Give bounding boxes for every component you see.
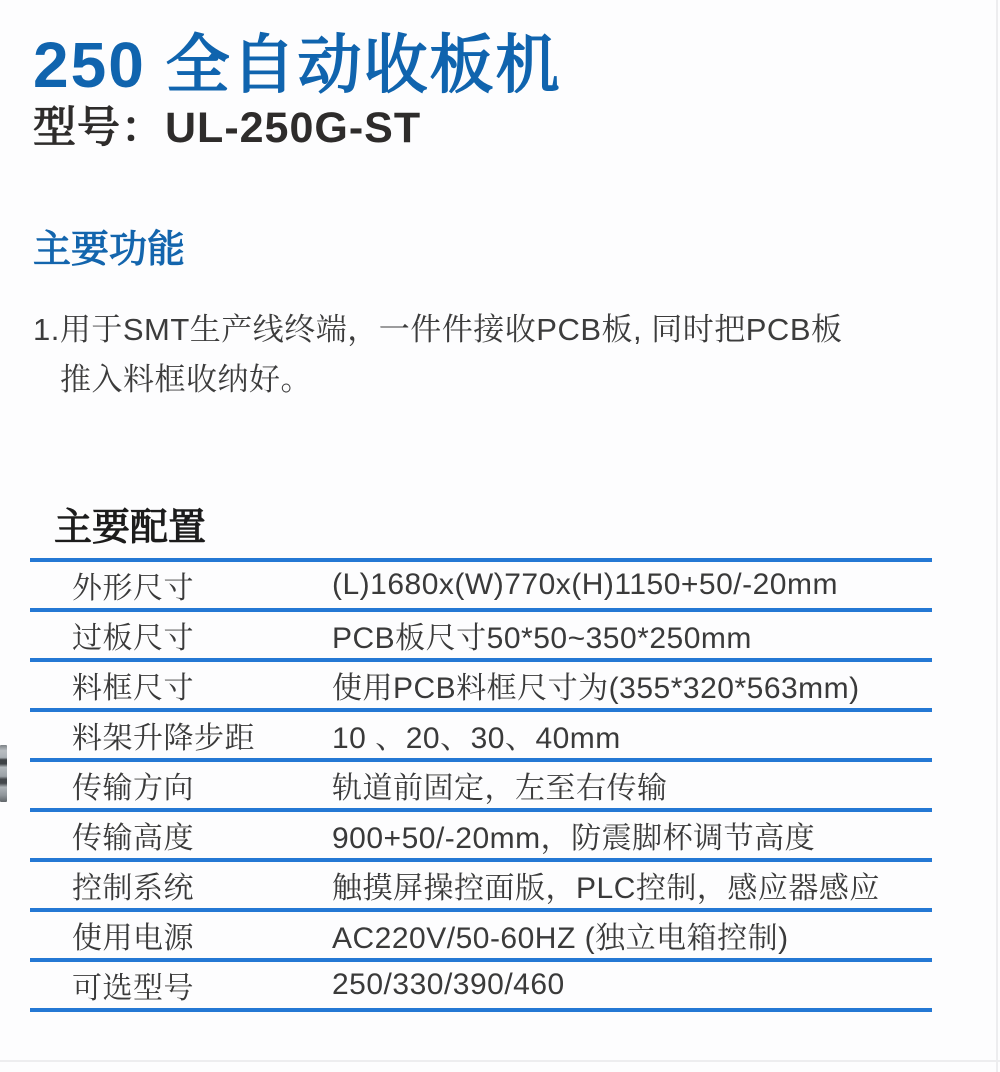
spec-value: 轨道前固定，左至右传输 (332, 772, 668, 805)
section-heading-main-functions: 主要功能 (33, 229, 186, 271)
spec-row-control-system (30, 858, 932, 908)
spec-row-transport-direction (30, 758, 932, 808)
spec-row-dimensions (30, 558, 932, 608)
spec-row-rack-pitch (30, 708, 932, 758)
spec-value: 触摸屏操控面版，PLC控制，感应器感应 (332, 872, 880, 905)
spec-label: 传输高度 (72, 822, 194, 855)
spec-value: 250/330/390/460 (332, 968, 565, 1001)
function-description-line-1: 1.用于SMT生产线终端，一件件接收PCB板, 同时把PCB板 (33, 312, 843, 347)
spec-value: 10 、20、30、40mm (332, 722, 621, 755)
right-page-edge-divider (996, 0, 998, 1072)
left-edge-image-sliver (0, 745, 7, 802)
section-heading-main-configuration: 主要配置 (54, 507, 207, 549)
spec-value: 900+50/-20mm，防震脚杯调节高度 (332, 822, 816, 855)
spec-label: 传输方向 (72, 772, 194, 805)
spec-row-power-supply (30, 908, 932, 958)
spec-row-magazine-size (30, 658, 932, 708)
spec-row-board-size (30, 608, 932, 658)
spec-table (30, 558, 932, 1012)
spec-value: (L)1680x(W)770x(H)1150+50/-20mm (332, 568, 838, 601)
spec-label: 料框尺寸 (72, 672, 194, 705)
spec-row-optional-models (30, 958, 932, 1008)
spec-value: AC220V/50-60HZ (独立电箱控制) (332, 922, 789, 955)
spec-label: 料架升降步距 (72, 722, 255, 755)
page-title: 250 全自动收板机 (33, 29, 562, 101)
spec-value: 使用PCB料框尺寸为(355*320*563mm) (332, 672, 860, 705)
spec-label: 过板尺寸 (72, 622, 194, 655)
spec-label: 使用电源 (72, 922, 194, 955)
spec-label: 控制系统 (72, 872, 194, 905)
spec-label: 外形尺寸 (72, 572, 194, 605)
spec-value: PCB板尺寸50*50~350*250mm (332, 622, 752, 655)
model-number: 型号：UL-250G-ST (33, 104, 422, 152)
spec-row-transport-height (30, 808, 932, 858)
function-description-line-2: 推入料框收纳好。 (60, 362, 312, 397)
spec-label: 可选型号 (72, 972, 194, 1005)
bottom-page-edge-divider (0, 1060, 1000, 1062)
